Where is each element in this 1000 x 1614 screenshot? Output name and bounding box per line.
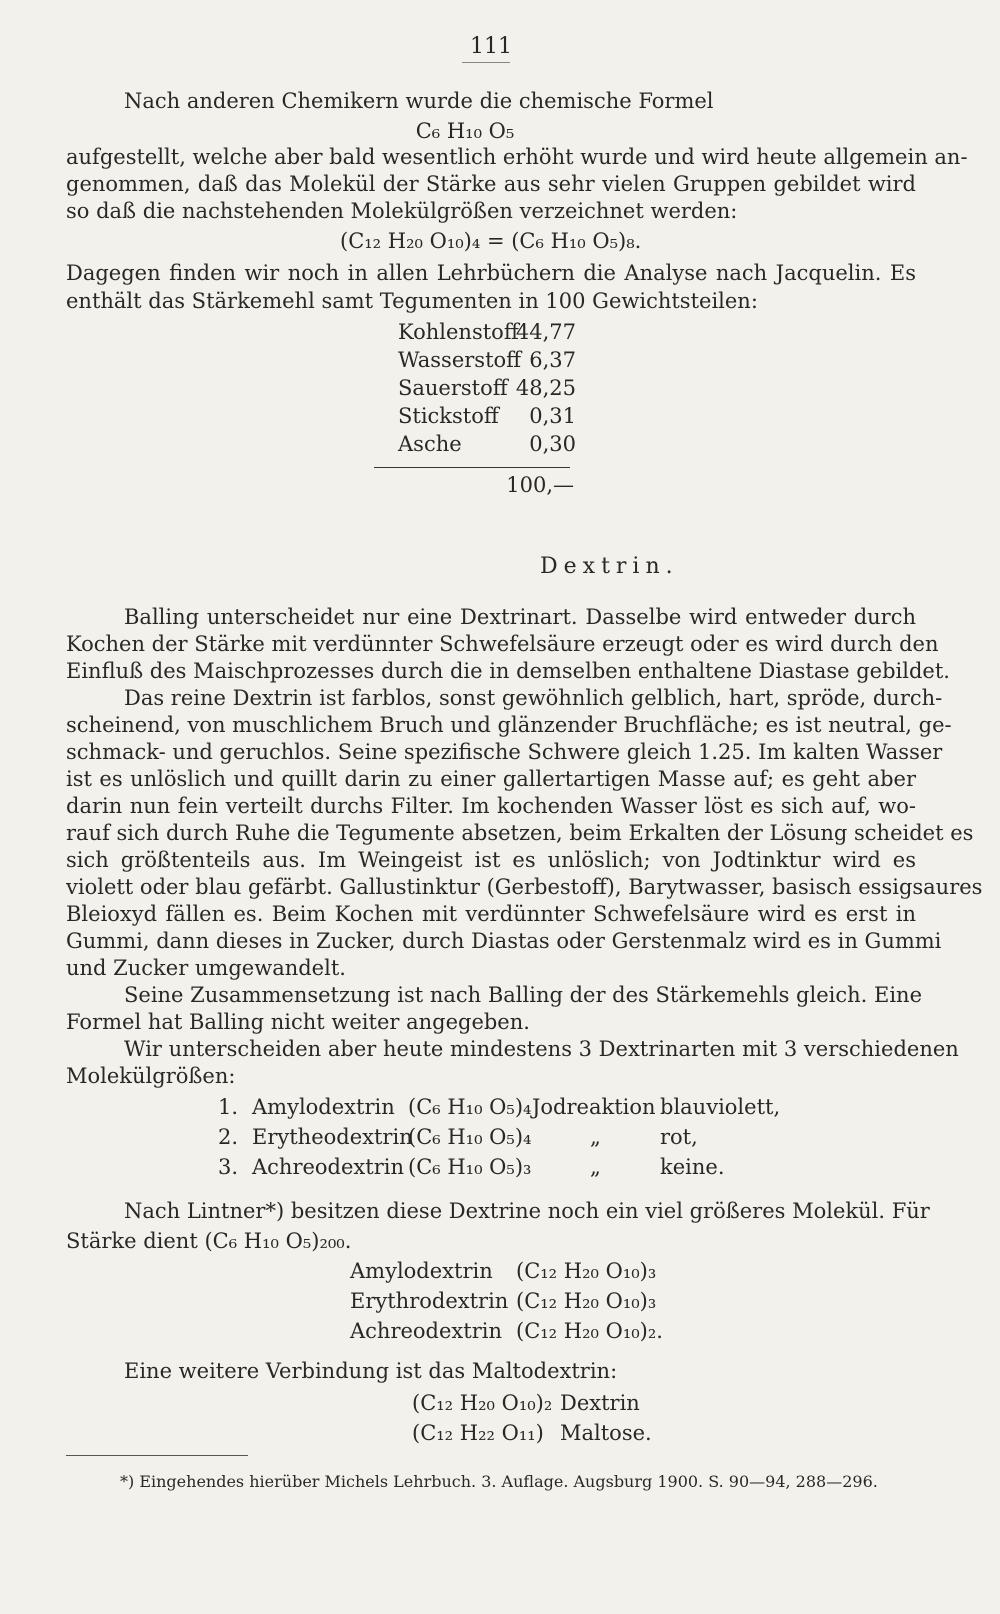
text-line: und Zucker umgewandelt. [66, 956, 346, 980]
list-item-name: Amylodextrin [252, 1095, 395, 1119]
list-item-reaction: „ [590, 1155, 601, 1179]
element-name: Asche [398, 432, 462, 456]
page-number: 111 [470, 34, 512, 59]
text-line: rauf sich durch Ruhe die Tegumente absetzen, beim Erkalten der Lösung scheidet es [66, 821, 974, 845]
table-total: 100,— [506, 473, 574, 497]
list-item-number: 2. [218, 1125, 239, 1149]
list-item-number: 1. [218, 1095, 239, 1119]
text-line: Nach anderen Chemikern wurde die chemische Formel [124, 89, 714, 113]
text-line: Gummi, dann dieses in Zucker, durch Diastas oder Gerstenmalz wird es in Gummi [66, 929, 942, 953]
text-line: Einfluß des Maischprozesses durch die in demselben enthaltene Diastase gebildet. [66, 659, 950, 683]
list-item-formula: (C₁₂ H₂₀ O₁₀)₃ [516, 1289, 657, 1313]
text-line: scheinend, von muschlichem Bruch und glänzender Bruchfläche; es ist neutral, ge- [66, 713, 952, 737]
list-item-formula: (C₁₂ H₂₂ O₁₁) [412, 1421, 544, 1445]
list-item-reaction: „ [590, 1125, 601, 1149]
list-item-name: Achreodextrin [350, 1319, 502, 1343]
list-item-formula: (C₁₂ H₂₀ O₁₀)₃ [516, 1259, 657, 1283]
list-item-formula: (C₆ H₁₀ O₅)₃ [408, 1155, 532, 1179]
list-item-name: Achreodextrin [252, 1155, 404, 1179]
element-name: Sauerstoff [398, 376, 508, 400]
text-line: Kochen der Stärke mit verdünnter Schwefelsäure erzeugt oder es wird durch den [66, 632, 939, 656]
list-item-reaction: Jodreaktion [532, 1095, 656, 1119]
section-heading: Dextrin. [540, 554, 679, 579]
text-line: so daß die nachstehenden Molekülgrößen verzeichnet werden: [66, 199, 738, 223]
element-value: 6,37 [529, 348, 576, 372]
list-item-number: 3. [218, 1155, 239, 1179]
text-line: Stärke dient (C₆ H₁₀ O₅)₂₀₀. [66, 1229, 352, 1253]
list-item-color: blauviolett, [660, 1095, 781, 1119]
text-line: Balling unterscheidet nur eine Dextrinart. Dasselbe wird entweder durch [124, 605, 916, 629]
element-name: Kohlenstoff [398, 320, 519, 344]
text-line: Dagegen finden wir noch in allen Lehrbüchern die Analyse nach Jacquelin. Es [66, 261, 916, 285]
list-item-formula: (C₁₂ H₂₀ O₁₀)₂. [516, 1319, 663, 1343]
formula-line: C₆ H₁₀ O₅ [415, 119, 515, 143]
text-line: Eine weitere Verbindung ist das Maltodextrin: [124, 1359, 618, 1383]
list-item-name: Erythrodextrin [350, 1289, 509, 1313]
list-item-formula: (C₆ H₁₀ O₅)₄ [408, 1125, 532, 1149]
text-line: genommen, daß das Molekül der Stärke aus sehr vielen Gruppen gebildet wird [66, 172, 916, 196]
list-item-name: Erythеodextrin [252, 1125, 413, 1149]
element-name: Stickstoff [398, 404, 499, 428]
list-item-name: Maltose. [560, 1421, 652, 1445]
element-value: 0,30 [529, 432, 576, 456]
list-item-name: Dextrin [560, 1391, 640, 1415]
text-line: ist es unlöslich und quillt darin zu einer gallertartigen Masse auf; es geht aber [66, 767, 916, 791]
list-item-color: rot, [660, 1125, 698, 1149]
text-line: violett oder blau gefärbt. Gallustinktur (Gerbestoff), Barytwasser, basisch essigsaures [66, 875, 983, 899]
list-item-name: Amylodextrin [350, 1259, 493, 1283]
text-line: aufgestellt, welche aber bald wesentlich erhöht wurde und wird heute allgemein an- [66, 145, 968, 169]
element-name: Wasserstoff [398, 348, 522, 372]
page-number-rule [462, 62, 510, 63]
list-item-color: keine. [660, 1155, 725, 1179]
element-value: 48,25 [515, 376, 576, 400]
text-line: Molekülgrößen: [66, 1064, 236, 1088]
sum-rule [374, 467, 570, 468]
footnote: *) Eingehendes hierüber Michels Lehrbuch. 3. Auflage. Augsburg 1900. S. 90—94, 288—296. [120, 1472, 878, 1491]
element-value: 44,77 [515, 320, 576, 344]
list-item-formula: (C₁₂ H₂₀ O₁₀)₂ [412, 1391, 553, 1415]
text-line: Bleioxyd fällen es. Beim Kochen mit verdünnter Schwefelsäure wird es erst in [66, 902, 916, 926]
footnote-rule [66, 1455, 248, 1456]
text-line: Das reine Dextrin ist farblos, sonst gewöhnlich gelblich, hart, spröde, durch- [124, 686, 943, 710]
list-item-formula: (C₆ H₁₀ O₅)₄ [408, 1095, 532, 1119]
formula-line: (C₁₂ H₂₀ O₁₀)₄ = (C₆ H₁₀ O₅)₈. [340, 229, 642, 253]
element-value: 0,31 [529, 404, 576, 428]
text-line: sich größtenteils aus. Im Weingeist ist es unlöslich; von Jodtinktur wird es [66, 848, 916, 872]
text-line: Nach Lintner*) besitzen diese Dextrine noch ein viel größeres Molekül. Für [124, 1199, 930, 1223]
text-line: enthält das Stärkemehl samt Tegumenten in 100 Gewichtsteilen: [66, 289, 758, 313]
text-line: Formel hat Balling nicht weiter angegeben. [66, 1010, 530, 1034]
text-line: darin nun fein verteilt durchs Filter. Im kochenden Wasser löst es sich auf, wo- [66, 794, 916, 818]
text-line: Wir unterscheiden aber heute mindestens 3 Dextrinarten mit 3 verschiedenen [124, 1037, 959, 1061]
text-line: schmack- und geruchlos. Seine spezifische Schwere gleich 1.25. Im kalten Wasser [66, 740, 943, 764]
text-line: Seine Zusammensetzung ist nach Balling der des Stärkemehls gleich. Eine [124, 983, 922, 1007]
